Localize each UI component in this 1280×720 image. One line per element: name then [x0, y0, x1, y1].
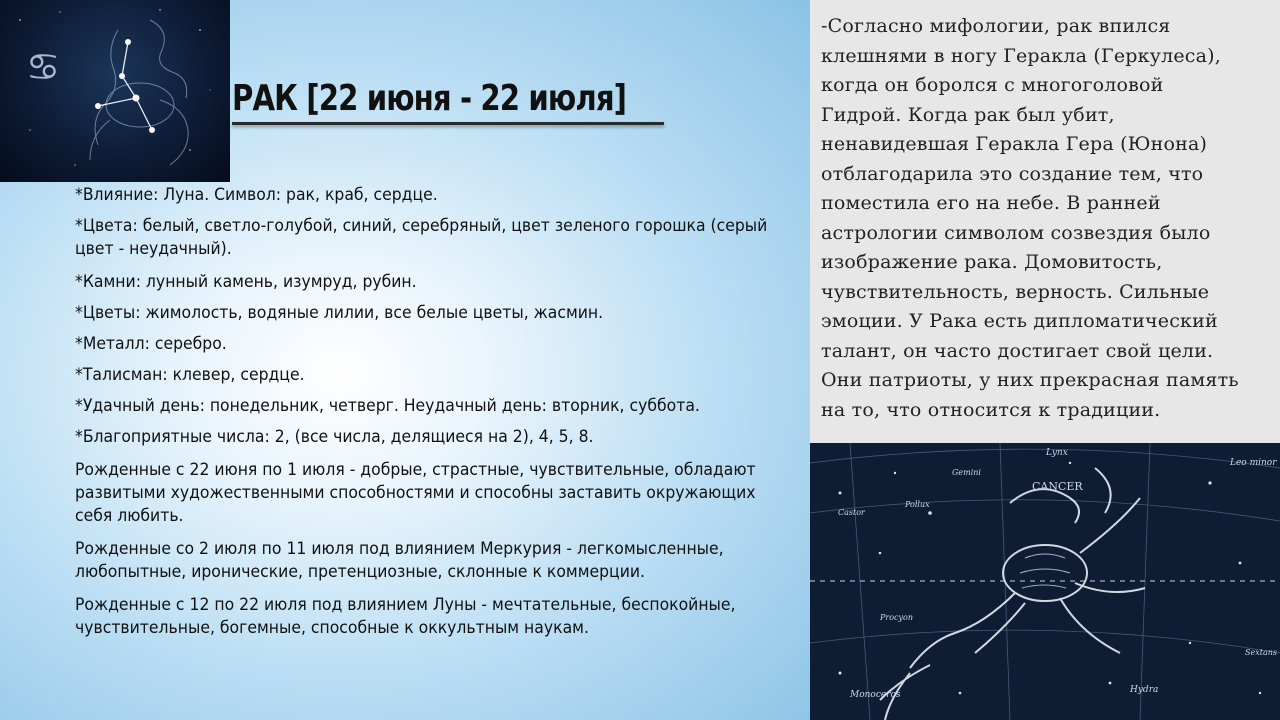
chart-label-procyon: Procyon — [880, 613, 913, 622]
myth-line: клешнями в ногу Геракла (Геркулеса), — [821, 44, 1222, 67]
myth-line: отблагодарила это создание тем, что — [821, 162, 1204, 185]
fact-lucky-numbers: *Благоприятные числа: 2, (все числа, делящиеся на 2), 4, 5, 8. — [75, 427, 594, 447]
chart-label-sextans: Sextans — [1245, 648, 1277, 657]
myth-line: -Согласно мифологии, рак впился — [821, 15, 1171, 37]
chart-label-gemini: Gemini — [952, 468, 981, 477]
fact-flowers: *Цветы: жимолость, водяные лилии, все белые цветы, жасмин. — [75, 303, 604, 323]
cancer-constellation-icon — [0, 0, 230, 182]
myth-line: Они патриоты, у них прекрасная память — [821, 369, 1239, 391]
myth-line: ненавидевшая Геракла Гера (Юнона) — [821, 133, 1208, 155]
fact-decan-1: Рожденные с 22 июня по 1 июля - добрые, страстные, чувствительные, обладают развитыми художественными способностями и способны заставить окружающих себя любить. — [75, 460, 756, 526]
chart-label-monoceros: Monoceros — [850, 690, 901, 700]
chart-label-lynx: Lynx — [1046, 448, 1068, 458]
fact-stones: *Камни: лунный камень, изумруд, рубин. — [75, 272, 417, 292]
myth-line: астрологии символом созвездия было — [821, 221, 1211, 244]
myth-line: изображение рака. Домовитость, — [821, 251, 1163, 273]
fact-metal: *Металл: серебро. — [75, 334, 227, 354]
myth-line: когда он боролся с многоголовой — [821, 74, 1164, 96]
cancer-constellation-image — [0, 0, 230, 182]
fact-colors: *Цвета: белый, светло-голубой, синий, серебряный, цвет зеленого горошка (серый цвет - неудачный). — [75, 216, 768, 259]
page-title: РАК [22 июня - 22 июля] — [232, 78, 627, 119]
chart-label-pollux: Pollux — [905, 500, 930, 509]
chart-label-cancer: CANCER — [1032, 480, 1083, 493]
chart-label-leo-minor: Leo minor — [1230, 458, 1277, 468]
myth-line: чувствительность, верность. Сильные — [821, 280, 1210, 303]
chart-label-hydra: Hydra — [1130, 685, 1159, 695]
fact-talisman: *Талисман: клевер, сердце. — [75, 365, 305, 385]
myth-line: талант, он часто достигает свой цели. — [821, 339, 1214, 362]
chart-label-castor: Castor — [838, 508, 865, 517]
myth-line: поместила его на небе. В ранней — [821, 192, 1161, 214]
svg-text:♋: ♋ — [26, 45, 61, 89]
mythology-text — [821, 12, 1261, 425]
fact-influence: *Влияние: Луна. Символ: рак, краб, сердце. — [75, 185, 438, 205]
myth-line: Гидрой. Когда рак был убит, — [821, 103, 1115, 126]
star-chart-image — [810, 443, 1280, 720]
facts-list — [75, 184, 768, 650]
myth-line: эмоции. У Рака есть дипломатический — [821, 310, 1218, 332]
myth-line: на то, что относится к традиции. — [821, 398, 1161, 421]
fact-decan-2: Рожденные со 2 июля по 11 июля под влиянием Меркурия - легкомысленные, любопытные, иронические, претенциозные, склонные к коммерции. — [75, 539, 724, 582]
title-underline — [232, 122, 664, 125]
fact-lucky-day: *Удачный день: понедельник, четверг. Неудачный день: вторник, суббота. — [75, 396, 700, 416]
fact-decan-3: Рожденные с 12 по 22 июля под влиянием Луны - мечтательные, беспокойные, чувствительные, богемные, способные к оккультным наукам. — [75, 595, 736, 638]
